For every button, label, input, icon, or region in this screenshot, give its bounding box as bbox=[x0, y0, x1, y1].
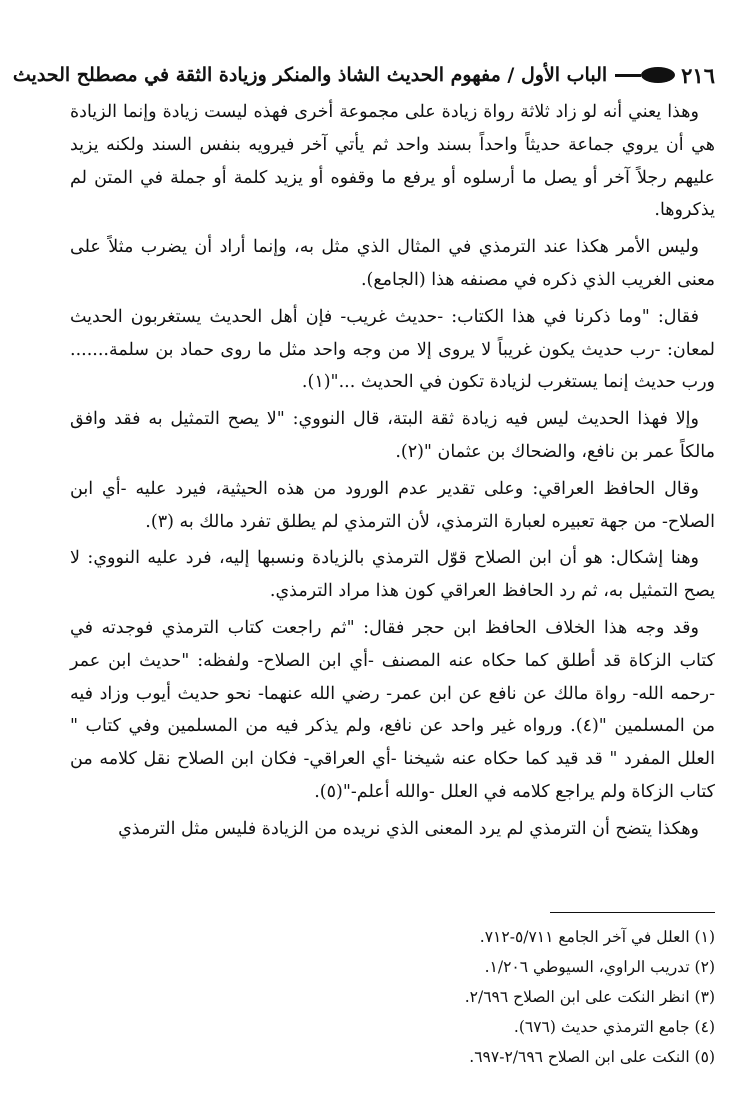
running-header bbox=[12, 58, 715, 92]
paragraph: وقد وجه هذا الخلاف الحافظ ابن حجر فقال: "ثم راجعت كتاب الترمذي فوجدته في كتاب الزكاة قد أطلق كما حكاه عنه المصنف -أي ابن الصلاح- ولفظه: "حديث ابن عمر -رحمه الله- رواة مالك عن نافع عن ابن عمر- رضي الله عنهما- نحو حديث أيوب وزاد فيه من المسلمين "(٤). ورواه غير واحد عن نافع، ولم يذكر فيه من المسلمين وفي كتاب " العلل المفرد " قد قيد كما حكاه عنه شيخنا -أي العراقي- فكان ابن الصلاح نقل كلامه من كتاب الزكاة ولم يراجع كلامه في العلل -والله أعلم-"(٥). bbox=[70, 617, 715, 802]
footnote-separator bbox=[550, 912, 715, 913]
footnote: (٢) تدريب الراوي، السيوطي ١/٢٠٦. bbox=[484, 958, 715, 976]
paragraph: وهنا إشكال: هو أن ابن الصلاح قوّل الترمذي بالزيادة ونسبها إليه، فرد عليه النووي: لا يصح التمثيل به، ثم رد الحافظ العراقي كون هذا مراد الترمذي. bbox=[70, 548, 715, 602]
paragraph: وليس الأمر هكذا عند الترمذي في المثال الذي مثل به، وإنما أراد أن يضرب مثلاً على معنى الغريب الذي ذكره في مصنفه هذا (الجامع). bbox=[70, 237, 715, 290]
paragraph: وإلا فهذا الحديث ليس فيه زيادة ثقة البتة، قال النووي: "لا يصح التمثيل به فقد وافق مالكاً عمر بن نافع، والضحاك بن عثمان "(٢). bbox=[70, 409, 715, 462]
footnote: (١) العلل في آخر الجامع ٥/٧١١-٧١٢. bbox=[479, 928, 715, 946]
footnote: (٣) انظر النكت على ابن الصلاح ٢/٦٩٦. bbox=[464, 988, 715, 1006]
footnote: (٤) جامع الترمذي حديث (٦٧٦). bbox=[513, 1018, 715, 1036]
chapter-title: الباب الأول / مفهوم الحديث الشاذ والمنكر وزيادة الثقة في مصطلح الحديث bbox=[12, 64, 608, 86]
paragraph: وهكذا يتضح أن الترمذي لم يرد المعنى الذي نريده من الزيادة فليس مثل الترمذي bbox=[118, 818, 699, 839]
ornament-blob bbox=[641, 67, 675, 83]
header-ornament bbox=[615, 67, 675, 83]
main-text bbox=[70, 96, 715, 850]
footnotes bbox=[70, 922, 715, 1072]
footnote: (٥) النكت على ابن الصلاح ٢/٦٩٦-٦٩٧. bbox=[469, 1048, 715, 1066]
paragraph: فقال: "وما ذكرنا في هذا الكتاب: -حديث غريب- فإن أهل الحديث يستغربون الحديث لمعان: -رب حديث يكون غريباً لا يروى إلا من وجه واحد مثل ما روى حماد بن سلمة....... ورب حديث إنما يستغرب لزيادة تكون في الحديث ..."(١). bbox=[70, 306, 715, 393]
page-number: ٢١٦ bbox=[681, 62, 715, 88]
paragraph: وهذا يعني أنه لو زاد ثلاثة رواة زيادة على مجموعة أخرى فهذه ليست زيادة وإنما الزيادة هي أن يروي جماعة حديثاً واحداً بسند واحد ثم يأتي آخر فيرويه بنفس السند ولكنه يزيد عليهم رجلاً آخر أو يصل ما أرسلوه أو يرفع ما وقفوه أو يزيد كلمة أو جملة في المتن لم يذكروها. bbox=[70, 102, 715, 221]
paragraph: وقال الحافظ العراقي: وعلى تقدير عدم الورود من هذه الحيثية، فيرد عليه -أي ابن الصلاح- من جهة تعبيره لعبارة الترمذي، لأن الترمذي لم يطلق تفرد مالك به (٣). bbox=[70, 478, 715, 532]
ornament-line bbox=[615, 74, 641, 77]
